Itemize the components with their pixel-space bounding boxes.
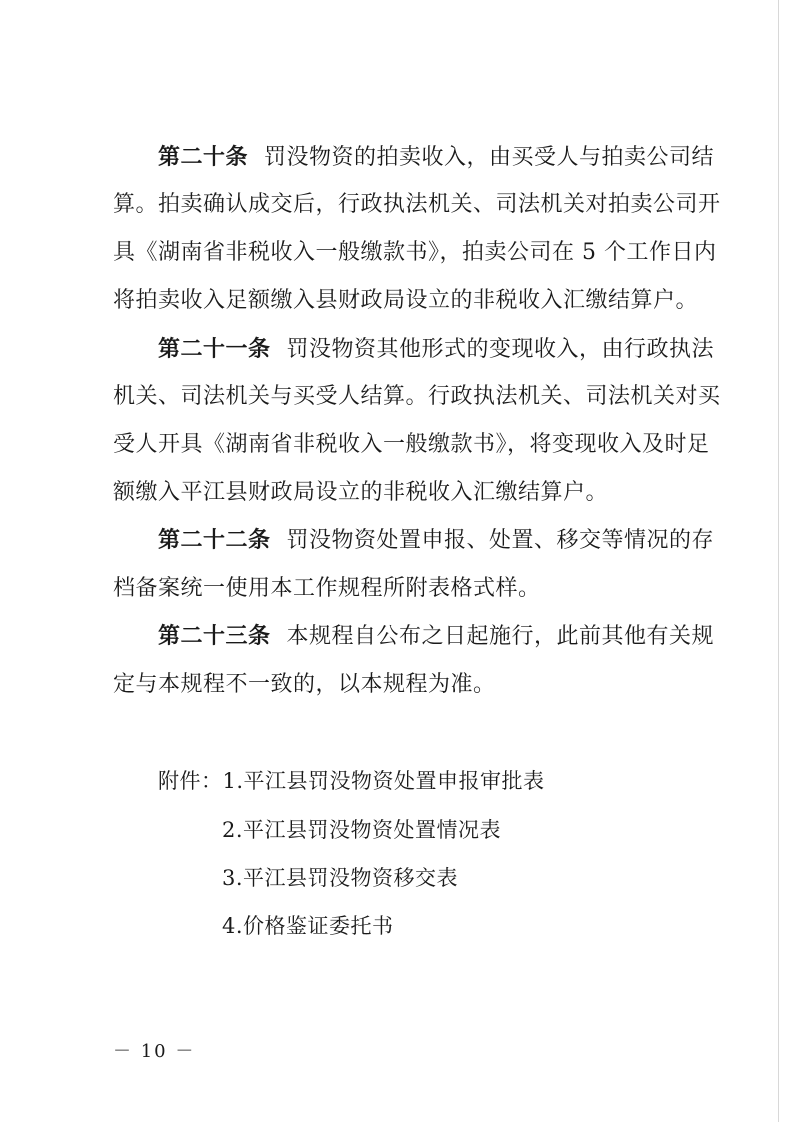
article-23-line-2: 定与本规程不一致的，以本规程为准。 [113, 672, 496, 697]
article-20-line-4: 将拍卖收入足额缴入县财政局设立的非税收入汇缴结算户。 [113, 288, 699, 313]
article-21-line-2: 机关、司法机关与买受人结算。行政执法机关、司法机关对买 [113, 384, 721, 409]
attachments-label: 附件： [158, 769, 223, 793]
article-21-line-1 [158, 335, 715, 365]
article-20-line-1 [158, 143, 715, 173]
article-20-line-2: 算。拍卖确认成交后，行政执法机关、司法机关对拍卖公司开 [113, 192, 721, 217]
article-21-line-4: 额缴入平江县财政局设立的非税收入汇缴结算户。 [113, 480, 609, 505]
article-23-heading: 第二十三条 [158, 624, 271, 649]
attachment-item-2: 2.平江县罚没物资处置情况表 [222, 818, 502, 842]
page-edge-line [778, 0, 779, 1122]
attachment-line-1 [158, 766, 545, 796]
article-20-line-3: 具《湖南省非税收入一般缴款书》，拍卖公司在 5 个工作日内 [113, 240, 717, 265]
article-21-line-3: 受人开具《湖南省非税收入一般缴款书》，将变现收入及时足 [113, 432, 710, 457]
page-number: － 10 － [113, 1041, 196, 1062]
article-20-text-1: 罚没物资的拍卖收入，由买受人与拍卖公司结 [264, 145, 715, 170]
article-22-line-1 [158, 526, 715, 556]
attachment-item-1: 1.平江县罚没物资处置申报审批表 [222, 769, 545, 793]
article-22-text-1: 罚没物资处置申报、处置、移交等情况的存 [286, 528, 715, 553]
article-20-heading: 第二十条 [158, 145, 249, 170]
article-22-line-2: 档备案统一使用本工作规程所附表格式样。 [113, 576, 541, 601]
article-23-line-1 [158, 622, 715, 652]
attachment-item-4: 4.价格鉴证委托书 [222, 914, 394, 938]
attachment-item-3: 3.平江县罚没物资移交表 [222, 866, 459, 890]
article-22-heading: 第二十二条 [158, 528, 271, 553]
article-21-text-1: 罚没物资其他形式的变现收入，由行政执法 [286, 337, 715, 362]
article-23-text-1: 本规程自公布之日起施行，此前其他有关规 [286, 624, 715, 649]
article-21-heading: 第二十一条 [158, 337, 271, 362]
